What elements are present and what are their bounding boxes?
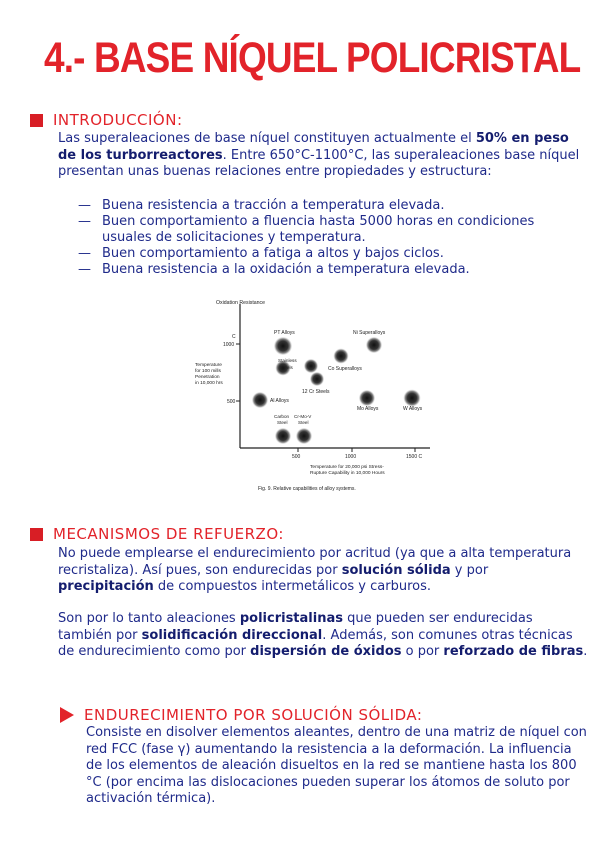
intro-text-bold: 50% en peso de los turborreactores	[58, 131, 569, 163]
bullet-square-icon	[30, 528, 43, 541]
intro-text-2: . Entre 650°C-1100°C, las superaleaciones base níquel presentan unas buenas relaciones entre propiedades y estructura:	[58, 147, 580, 179]
list-item: — Buena resistencia a tracción a temperatura elevada.	[78, 198, 588, 214]
page-title: 4.- BASE NÍQUEL POLICRISTAL	[44, 34, 581, 82]
y-tick-label: 1000	[223, 342, 235, 348]
intro-paragraph	[58, 131, 588, 181]
bullet-square-icon	[30, 114, 43, 127]
mo-alloys-label: Mo Alloys	[357, 406, 379, 412]
w-alloys-marker	[404, 390, 421, 407]
x-tick-label: 1000	[345, 454, 357, 460]
mecanismos-heading	[30, 525, 284, 543]
alloy-capabilities-figure	[190, 296, 440, 498]
solucion-paragraph: Consiste en disolver elementos aleantes, dentro de una matriz de níquel con red FCC (fase γ) aumentando la resistencia a la deformación. La influencia de los elementos de aleación disueltos en la red se mantiene hasta los 800 °C (por encima las dislocaciones pueden superar los átomos de soluto por activación térmica).	[86, 725, 587, 806]
al-alloys-label: Al Alloys	[270, 398, 289, 404]
carbon-steel-label: Carbon	[274, 414, 290, 419]
ni-superalloys-marker	[366, 337, 382, 353]
y-side-label: in 10,000 hrs	[195, 381, 223, 386]
mecanismos-heading-text: MECANISMOS DE REFUERZO:	[53, 525, 284, 543]
crmov-steel-label: Steel	[298, 420, 309, 425]
solucion-heading-text: ENDURECIMIENTO POR SOLUCIÓN SÓLIDA:	[84, 706, 423, 724]
ni-superalloys-label: Ni Superalloys	[353, 330, 386, 336]
solucion-heading	[60, 706, 422, 724]
y-unit: C	[232, 334, 236, 340]
list-item: — Buen comportamiento a fatiga a altos y bajos ciclos.	[78, 246, 588, 262]
12cr-steels-label: 12 Cr Steels	[302, 389, 330, 395]
mo-alloys-marker	[359, 390, 375, 406]
stainless-label: Steels	[280, 365, 293, 370]
al-alloys-marker	[252, 392, 268, 408]
intro-heading-text: INTRODUCCIÓN:	[53, 111, 183, 129]
co-superalloys-marker	[334, 349, 349, 364]
pt-alloys-marker	[274, 337, 292, 355]
carbon-steel-marker	[275, 428, 291, 444]
mecanismos-paragraph-2: Son por lo tanto aleaciones policristalinas que pueden ser endurecidas también por solidificación direccional. Además, son comunes otras técnicas de endurecimiento como por dispersión de óxidos o por reforzado de fibras.	[58, 611, 588, 659]
x-axis-label: Rupture Capability in 10,000 Hours	[310, 471, 385, 476]
x-tick-label: 1500 C	[406, 454, 423, 460]
mid-marker	[304, 359, 318, 373]
y-side-label: Temperature	[195, 363, 222, 368]
co-superalloys-label: Co Superalloys	[328, 366, 362, 372]
mecanismos-paragraph-1: No puede emplearse el endurecimiento por acritud (ya que a alta temperatura recristaliza). Así pues, son endurecidas por solución sólida y por precipitación de compuestos intermetálicos y carburos.	[58, 546, 572, 594]
intro-bullet-list	[78, 198, 588, 278]
y-side-label: Penetration	[195, 375, 220, 380]
y-axis-title: Oxidation Resistance	[216, 300, 266, 306]
intro-text-1: Las superaleaciones de base níquel constituyen actualmente el	[58, 131, 476, 146]
w-alloys-label: W Alloys	[403, 406, 423, 412]
y-side-label: for 100 mills	[195, 369, 221, 374]
x-axis-label: Temperature for 20,000 psi Stress-	[310, 465, 384, 470]
play-triangle-icon	[60, 707, 74, 723]
pt-alloys-label: PT Alloys	[274, 330, 295, 336]
figure-caption: Fig. 9. Relative capabilities of alloy systems.	[258, 486, 356, 492]
crmov-steel-label: Cr-Mo-V	[294, 414, 312, 419]
12cr-steels-marker	[310, 372, 324, 386]
x-tick-label: 500	[292, 454, 301, 460]
crmov-steel-marker	[296, 428, 312, 444]
intro-heading	[30, 111, 183, 129]
carbon-steel-label: Steel	[277, 420, 288, 425]
y-tick-label: 500	[227, 399, 236, 405]
stainless-label: Stainless	[278, 358, 297, 363]
list-item: — Buena resistencia a la oxidación a temperatura elevada.	[78, 262, 588, 278]
list-item: — Buen comportamiento a fluencia hasta 5000 horas en condiciones usuales de solicitaciones y temperatura.	[78, 214, 588, 246]
